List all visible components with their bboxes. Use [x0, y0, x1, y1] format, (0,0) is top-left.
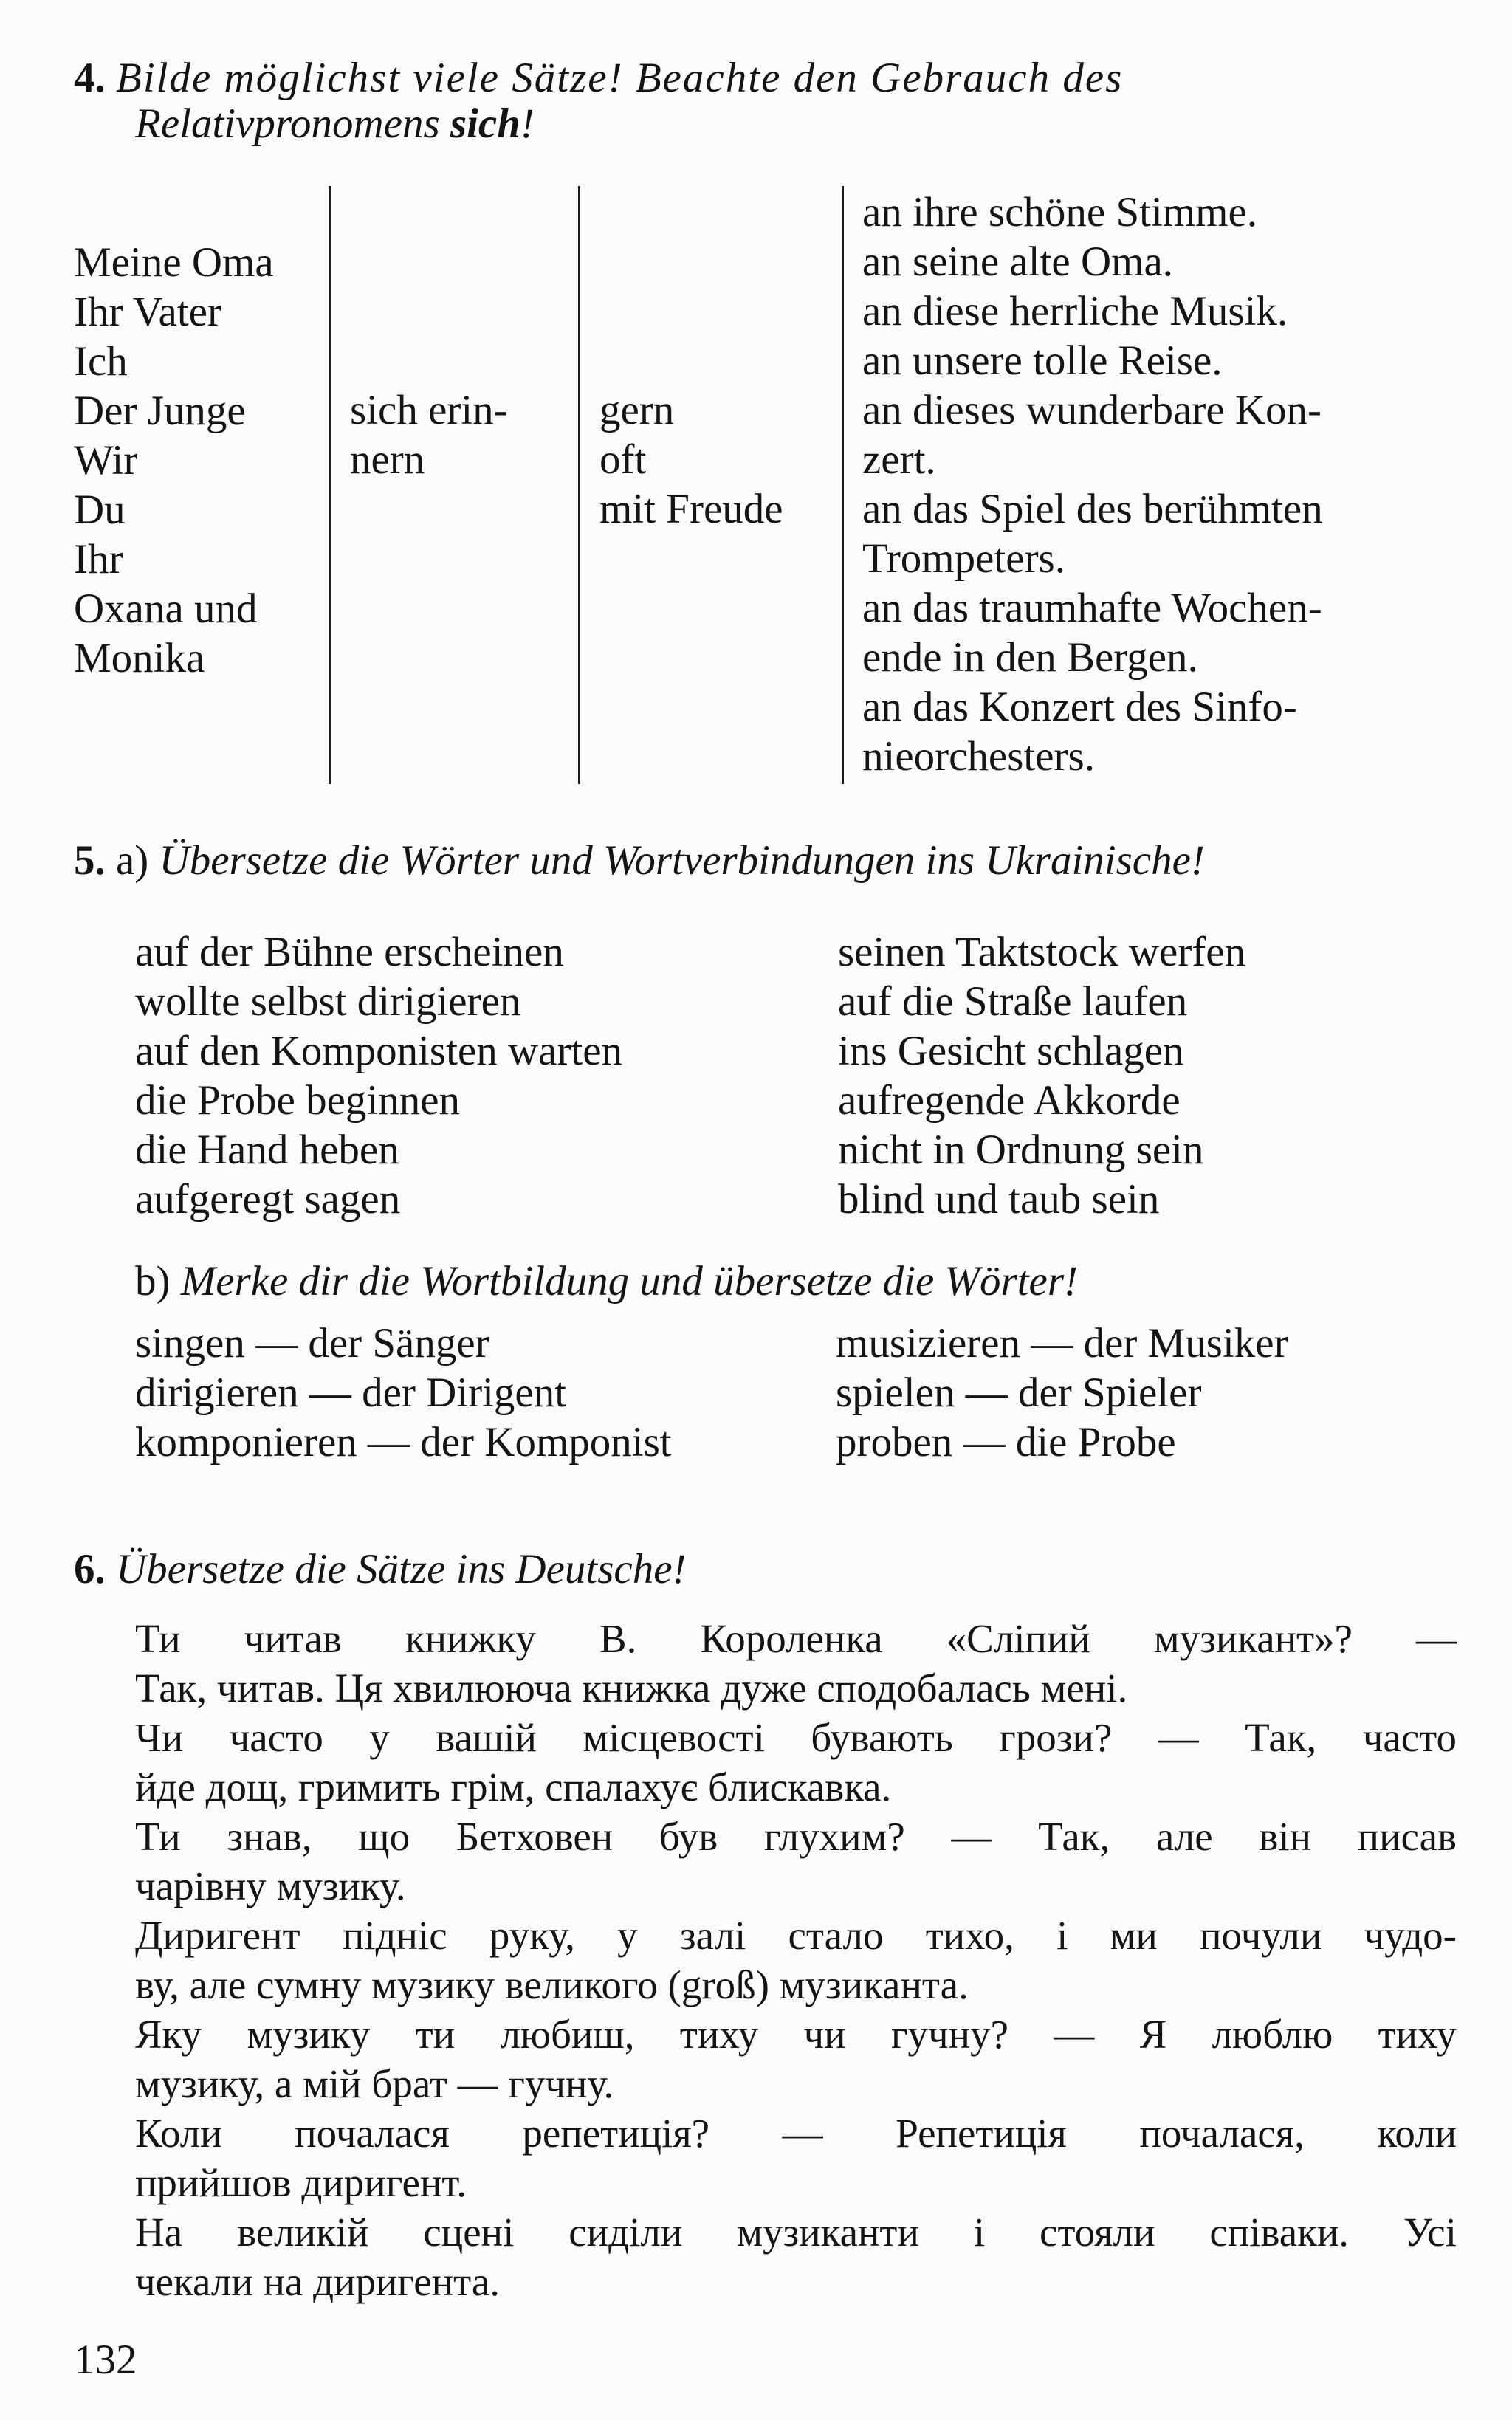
ex6-heading — [74, 1544, 686, 1594]
object-line: an dieses wunderbare Kon- — [862, 387, 1322, 433]
sentence-line: Коли почалася репетиція? — Репетиція почалася, коли — [135, 2111, 1457, 2156]
ex4-title-end: ! — [520, 100, 535, 147]
ex4-heading-line1 — [74, 53, 1454, 103]
ex4-title-cont: Relativpronomens — [135, 100, 450, 147]
subject-item: Der Junge — [74, 388, 246, 434]
ex4-number: 4. — [74, 55, 106, 101]
object-line: zert. — [862, 436, 936, 483]
ex6-sentences — [135, 1614, 1457, 2306]
sentence-line: Яку музику ти любиш, тиху чи гучну? — Я люблю тиху — [135, 2012, 1457, 2057]
sentence-line: прийшов диригент. — [135, 2160, 467, 2205]
wordformation-item: komponieren — der Komponist — [135, 1419, 672, 1465]
sentence-line: музику, а мій брат — гучну. — [135, 2061, 614, 2106]
phrase-item: seinen Taktstock werfen — [838, 929, 1246, 975]
object-line: an ihre schöne Stimme. — [862, 189, 1258, 236]
sentence-line: йде дощ, гримить грім, спалахує блискавка. — [135, 1764, 892, 1809]
ex5-b-label: b) — [135, 1258, 171, 1304]
ex5-number: 5. — [74, 837, 106, 884]
objects-column — [862, 188, 1323, 781]
phrase-item: aufregende Akkorde — [838, 1077, 1181, 1124]
sentence-line: Ти знав, що Бетховен був глухим? — Так, але він писав — [135, 1814, 1457, 1859]
ex4-title: Bilde möglichst viele Sätze! Beachte den Gebrauch des — [116, 55, 1124, 101]
ex6-number: 6. — [74, 1546, 106, 1592]
wordformation-item: singen — der Sänger — [135, 1320, 489, 1367]
sentence-line: Чи часто у вашій місцевості бувають грози? — Так, часто — [135, 1715, 1457, 1760]
subject-item: Oxana und — [74, 585, 258, 632]
ex5-b-heading — [135, 1257, 1078, 1306]
sentence-line: чекали на диригента. — [135, 2259, 500, 2304]
object-line: an seine alte Oma. — [862, 238, 1173, 285]
subject-item: Ihr Vater — [74, 289, 221, 335]
ex5-heading — [74, 836, 1205, 885]
subject-item: Du — [74, 487, 126, 533]
table-divider-2 — [578, 186, 580, 784]
sentence-line: На великій сцені сиділи музиканти і стояли співаки. Усі — [135, 2210, 1457, 2255]
page-number: 132 — [74, 2337, 137, 2383]
phrase-item: die Hand heben — [135, 1127, 399, 1173]
subject-item: Monika — [74, 635, 205, 681]
object-line: an das Spiel des berühmten — [862, 486, 1323, 532]
sentence-line: ву, але сумну музику великого (groß) музиканта. — [135, 1962, 969, 2007]
verb-line: sich erin- — [350, 387, 508, 433]
ex6-title: Übersetze die Sätze ins Deutsche! — [116, 1546, 687, 1592]
ex5-a-title: Übersetze die Wörter und Wortverbindungen ins Ukrainische! — [159, 837, 1205, 884]
sentence-line: Ти читав книжку В. Короленка «Сліпий музикант»? — — [135, 1616, 1457, 1661]
ex4-title-bold-word: sich — [450, 100, 520, 147]
ex4-heading-line2 — [135, 99, 535, 148]
object-line: an das Konzert des Sinfo- — [862, 684, 1297, 730]
phrase-item: wollte selbst dirigieren — [135, 978, 521, 1025]
phrase-item: nicht in Ordnung sein — [838, 1127, 1204, 1173]
subject-item: Ich — [74, 338, 128, 385]
ex5-a-left-list — [135, 927, 622, 1224]
ex5-a-right-list — [838, 927, 1245, 1224]
adverb-item: gern — [599, 387, 675, 433]
phrase-item: blind und taub sein — [838, 1176, 1160, 1223]
object-line: an diese herrliche Musik. — [862, 288, 1288, 334]
sentence-line: чарівну музику. — [135, 1863, 406, 1908]
phrase-item: auf der Bühne erscheinen — [135, 929, 564, 975]
wordformation-item: musizieren — der Musiker — [836, 1320, 1288, 1367]
ex5-b-right-list — [836, 1319, 1288, 1467]
wordformation-item: dirigieren — der Dirigent — [135, 1369, 567, 1416]
phrase-item: aufgeregt sagen — [135, 1176, 401, 1223]
adverb-item: oft — [599, 436, 647, 483]
phrase-item: auf die Straße laufen — [838, 978, 1188, 1025]
wordformation-item: spielen — der Spieler — [836, 1369, 1202, 1416]
ex5-b-title: Merke dir die Wortbildung und übersetze die Wörter! — [180, 1258, 1079, 1304]
sentence-line: Диригент підніс руку, у залі стало тихо, і ми почули чудо- — [135, 1913, 1457, 1958]
adverb-item: mit Freude — [599, 486, 783, 532]
ex5-b-left-list — [135, 1319, 672, 1467]
table-divider-3 — [842, 186, 844, 784]
object-line: an das traumhafte Wochen- — [862, 585, 1322, 631]
phrase-item: auf den Komponisten warten — [135, 1028, 623, 1074]
subject-item: Wir — [74, 437, 138, 484]
table-divider-1 — [329, 186, 331, 784]
subject-item: Meine Oma — [74, 239, 274, 286]
object-line: Trompeters. — [862, 535, 1065, 582]
subjects-column — [74, 238, 274, 683]
subject-item: Ihr — [74, 536, 123, 582]
phrase-item: ins Gesicht schlagen — [838, 1028, 1184, 1074]
object-line: an unsere tolle Reise. — [862, 337, 1223, 384]
phrase-item: die Probe beginnen — [135, 1077, 461, 1124]
wordformation-item: proben — die Probe — [836, 1419, 1176, 1465]
ex5-a-label: a) — [116, 837, 149, 884]
verb-line: nern — [350, 436, 425, 483]
adverbs-column — [599, 385, 783, 534]
sentence-line: Так, читав. Ця хвилююча книжка дуже сподобалась мені. — [135, 1666, 1128, 1711]
verb-column — [350, 385, 508, 484]
object-line: ende in den Bergen. — [862, 634, 1198, 681]
object-line: nieorchesters. — [862, 733, 1095, 780]
